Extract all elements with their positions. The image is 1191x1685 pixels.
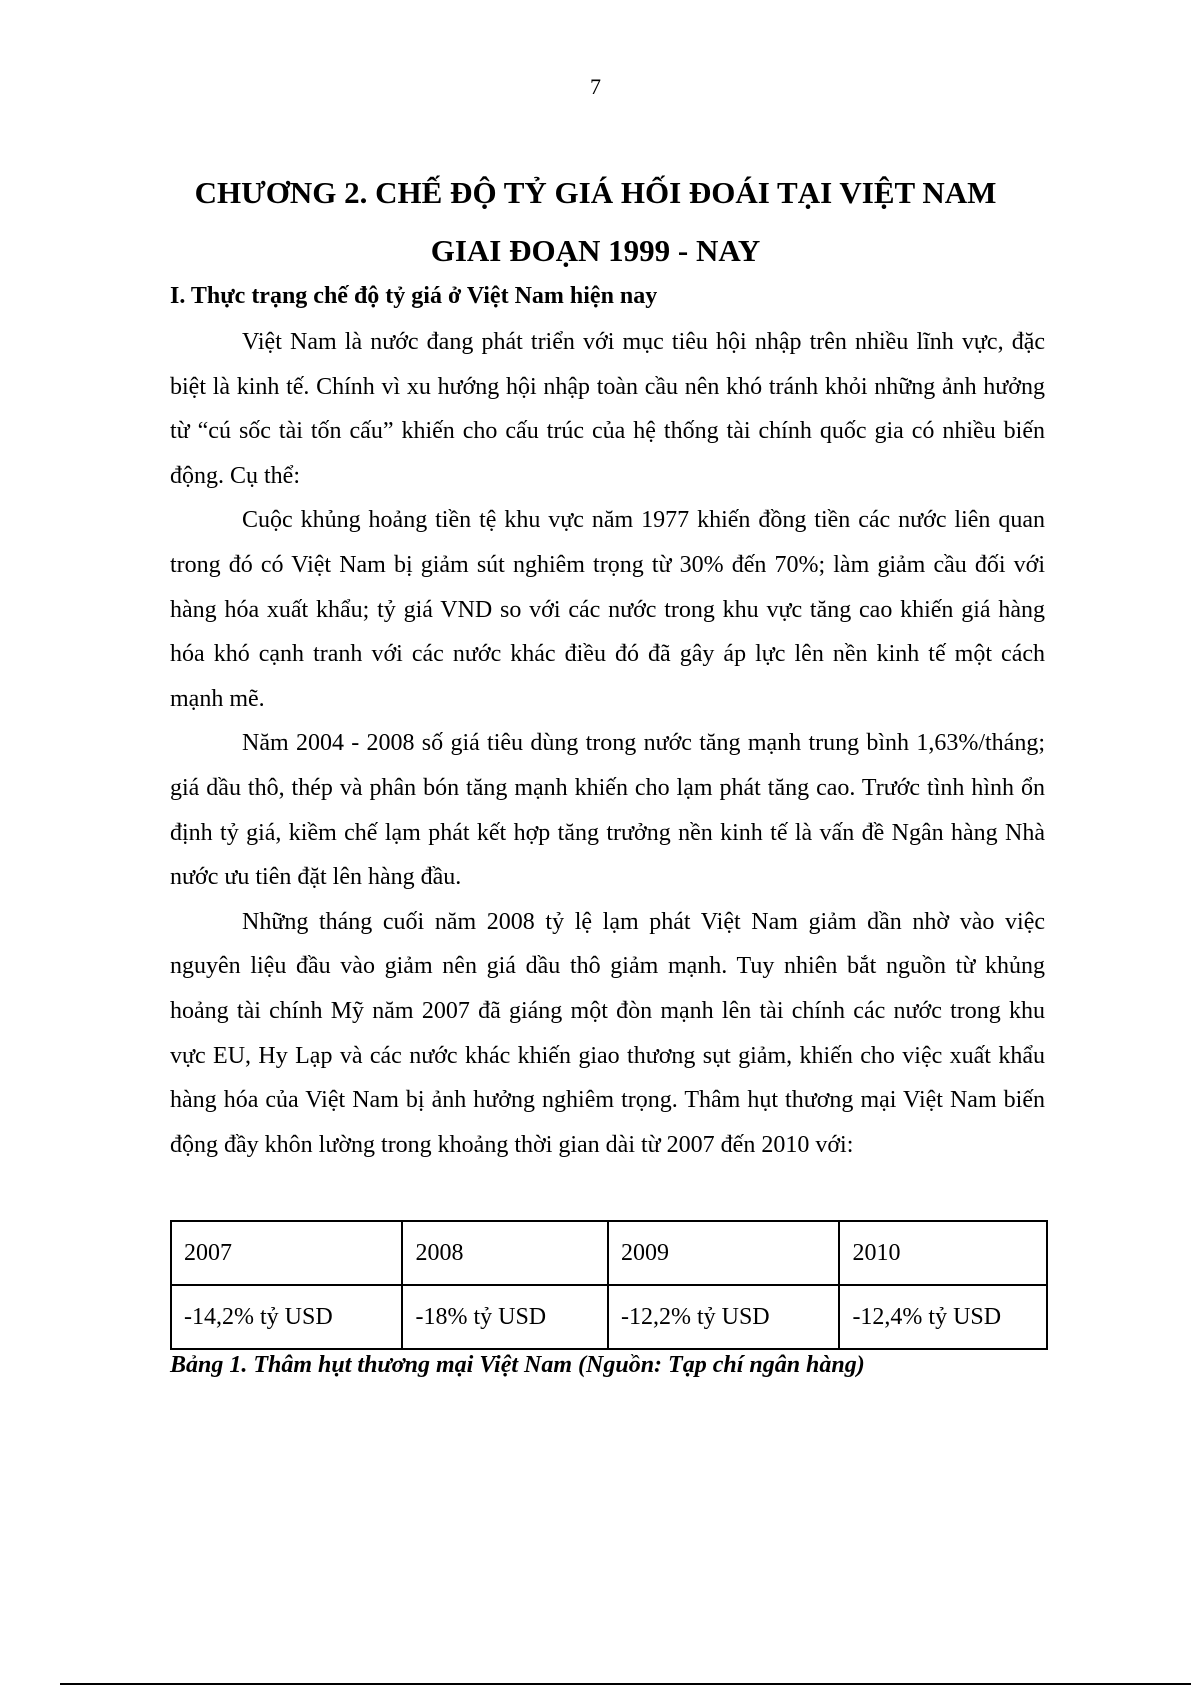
table-row — [171, 1285, 1047, 1349]
body-text — [170, 320, 1045, 1167]
table-cell-value: -14,2% tỷ USD — [171, 1285, 402, 1349]
table-cell-value: -12,4% tỷ USD — [839, 1285, 1047, 1349]
chapter-title — [150, 164, 1041, 280]
table-cell-value: -12,2% tỷ USD — [608, 1285, 839, 1349]
table-cell-value: -18% tỷ USD — [402, 1285, 608, 1349]
trade-deficit-table — [170, 1220, 1048, 1350]
paragraph-1: Việt Nam là nước đang phát triển với mục tiêu hội nhập trên nhiều lĩnh vực, đặc biệt là kinh tế. Chính vì xu hướng hội nhập toàn cầu nên khó tránh khỏi những ảnh hưởng từ “cú sốc tài tốn cấu” khiến cho cấu trúc của hệ thống tài chính quốc gia có nhiều biến động. Cụ thể: — [170, 329, 1045, 489]
table-header-row — [171, 1221, 1047, 1285]
chapter-title-line-1: CHƯƠNG 2. CHẾ ĐỘ TỶ GIÁ HỐI ĐOÁI TẠI VIỆT NAM — [194, 175, 997, 210]
table-cell-year: 2007 — [171, 1221, 402, 1285]
paragraph-4: Những tháng cuối năm 2008 tỷ lệ lạm phát Việt Nam giảm dần nhờ vào việc nguyên liệu đầu vào giảm nên giá dầu thô giảm mạnh. Tuy nhiên bắt nguồn từ khủng hoảng tài chính Mỹ năm 2007 đã giáng một đòn mạnh lên tài chính các nước trong khu vực EU, Hy Lạp và các nước khác khiến giao thương sụt giảm, khiến cho việc xuất khẩu hàng hóa của Việt Nam bị ảnh hưởng nghiêm trọng. Thâm hụt thương mại Việt Nam biến động đầy khôn lường trong khoảng thời gian dài từ 2007 đến 2010 với: — [170, 908, 1045, 1158]
table-caption: Bảng 1. Thâm hụt thương mại Việt Nam (Nguồn: Tạp chí ngân hàng) — [170, 1352, 865, 1378]
table-cell-year: 2010 — [839, 1221, 1047, 1285]
section-heading: I. Thực trạng chế độ tỷ giá ở Việt Nam hiện nay — [170, 283, 658, 309]
table-cell-year: 2009 — [608, 1221, 839, 1285]
paragraph-2: Cuộc khủng hoảng tiền tệ khu vực năm 1977 khiến đồng tiền các nước liên quan trong đó có Việt Nam bị giảm sút nghiêm trọng từ 30% đến 70%; làm giảm cầu đối với hàng hóa xuất khẩu; tỷ giá VND so với các nước trong khu vực tăng cao khiến giá hàng hóa khó cạnh tranh với các nước khác điều đó đã gây áp lực lên nền kinh tế một cách mạnh mẽ. — [170, 507, 1045, 712]
page-number: 7 — [590, 74, 601, 99]
paragraph-3: Năm 2004 - 2008 số giá tiêu dùng trong nước tăng mạnh trung bình 1,63%/tháng; giá dầu thô, thép và phân bón tăng mạnh khiến cho lạm phát tăng cao. Trước tình hình ổn định tỷ giá, kiềm chế lạm phát kết hợp tăng trưởng nền kinh tế là vấn đề Ngân hàng Nhà nước ưu tiên đặt lên hàng đầu. — [170, 730, 1045, 891]
table-cell-year: 2008 — [402, 1221, 608, 1285]
chapter-title-line-2: GIAI ĐOẠN 1999 - NAY — [430, 233, 761, 268]
